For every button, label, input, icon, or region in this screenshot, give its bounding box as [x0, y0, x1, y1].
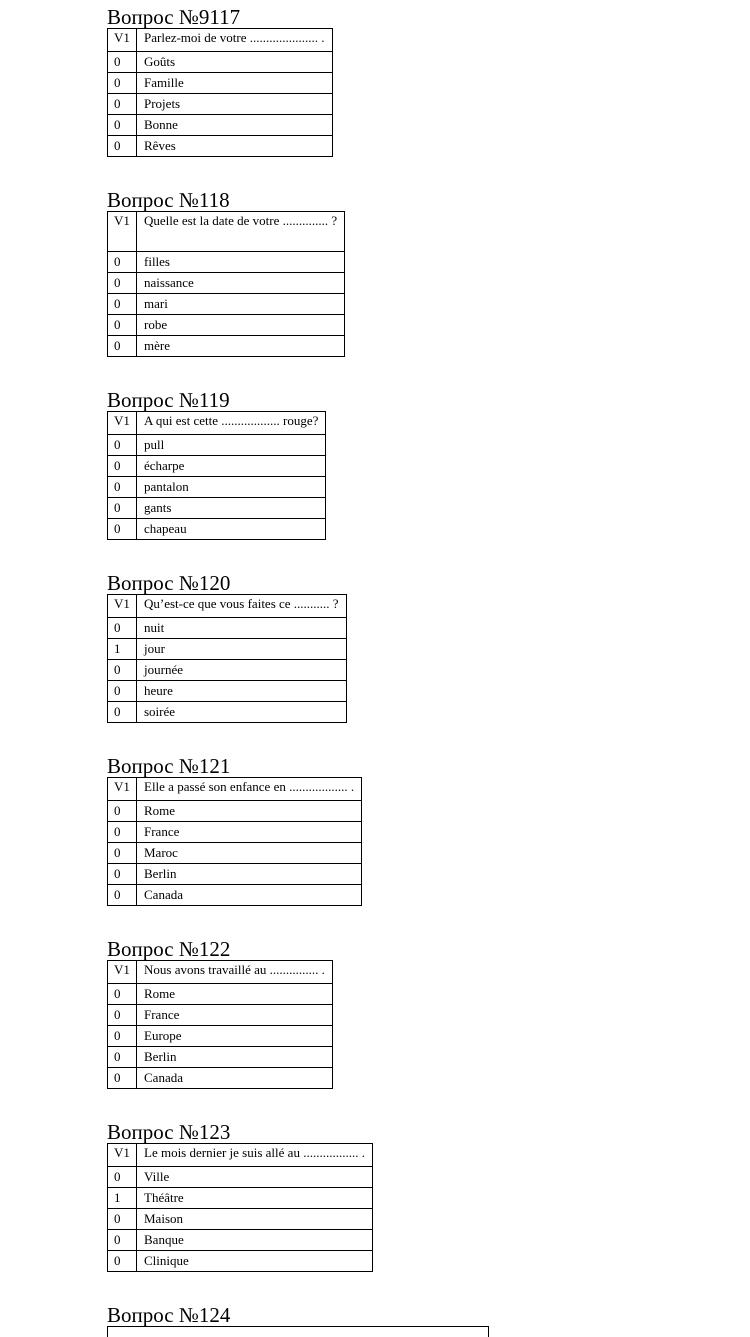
table-header-row: [108, 778, 362, 801]
version-cell: V1: [108, 961, 137, 984]
answer-text: Canada: [137, 1068, 333, 1089]
question-title: Вопрос №9117: [107, 5, 241, 29]
answer-score: 0: [108, 1230, 137, 1251]
table-header-row: [108, 595, 347, 618]
question-table: [107, 1143, 373, 1272]
answer-score: 0: [108, 315, 137, 336]
answer-score: 0: [108, 1209, 137, 1230]
answer-row: [108, 1068, 333, 1089]
answer-text: Clinique: [137, 1251, 373, 1272]
question-prompt: Le mois dernier je suis allé au ................. .: [137, 1144, 373, 1167]
answer-row: [108, 94, 333, 115]
answer-text: Rêves: [137, 136, 333, 157]
answer-text: Banque: [137, 1230, 373, 1251]
answer-row: [108, 73, 333, 94]
answer-row: [108, 519, 326, 540]
question-table: [107, 777, 362, 906]
answer-text: chapeau: [137, 519, 326, 540]
question-title: Вопрос №121: [107, 754, 231, 778]
answer-score: 0: [108, 294, 137, 315]
answer-score: 0: [108, 618, 137, 639]
answer-row: [108, 1230, 373, 1251]
answer-score: 0: [108, 801, 137, 822]
question-block: [107, 938, 333, 1089]
question-prompt: A qui est cette .................. rouge?: [137, 412, 326, 435]
version-cell: V1: [108, 778, 137, 801]
answer-text: mari: [137, 294, 345, 315]
answer-row: [108, 252, 345, 273]
question-title: Вопрос №122: [107, 937, 231, 961]
answer-score: 0: [108, 115, 137, 136]
answer-score: 0: [108, 702, 137, 723]
question-block: [107, 389, 326, 540]
answer-score: 0: [108, 336, 137, 357]
question-table: [107, 211, 345, 357]
answer-row: [108, 639, 347, 660]
answer-text: écharpe: [137, 456, 326, 477]
question-title: Вопрос №124: [107, 1303, 231, 1327]
answer-score: 0: [108, 136, 137, 157]
table-header-row: [108, 1144, 373, 1167]
answer-score: 0: [108, 660, 137, 681]
table-header-row: [108, 29, 333, 52]
answer-text: heure: [137, 681, 347, 702]
answer-text: robe: [137, 315, 345, 336]
answer-row: [108, 681, 347, 702]
answer-score: 0: [108, 885, 137, 906]
answer-row: [108, 1188, 373, 1209]
answer-score: 1: [108, 1188, 137, 1209]
answer-text: Maison: [137, 1209, 373, 1230]
answer-row: [108, 294, 345, 315]
answer-row: [108, 1047, 333, 1068]
answer-score: 0: [108, 1251, 137, 1272]
answer-row: [108, 273, 345, 294]
question-title: Вопрос №118: [107, 188, 230, 212]
answer-score: 0: [108, 864, 137, 885]
answer-text: nuit: [137, 618, 347, 639]
answer-score: 0: [108, 843, 137, 864]
question-prompt: Nous avons travaillé au ............... .: [137, 961, 333, 984]
answer-row: [108, 843, 362, 864]
answer-row: [108, 1251, 373, 1272]
answer-text: pull: [137, 435, 326, 456]
cut-off-table-top: [107, 1326, 489, 1337]
version-cell: V1: [108, 29, 137, 52]
table-header-row: [108, 412, 326, 435]
version-cell: V1: [108, 595, 137, 618]
answer-score: 0: [108, 52, 137, 73]
question-prompt: Quelle est la date de votre .............. ?: [137, 212, 345, 252]
answer-score: 0: [108, 519, 137, 540]
answer-row: [108, 1167, 373, 1188]
version-cell: V1: [108, 412, 137, 435]
answer-text: pantalon: [137, 477, 326, 498]
answer-score: 0: [108, 984, 137, 1005]
answer-text: France: [137, 822, 362, 843]
answer-score: 0: [108, 1068, 137, 1089]
question-block: [107, 1121, 373, 1272]
answer-text: gants: [137, 498, 326, 519]
answer-text: jour: [137, 639, 347, 660]
question-prompt: Elle a passé son enfance en .................. .: [137, 778, 362, 801]
answer-row: [108, 1209, 373, 1230]
question-block: [107, 6, 333, 157]
question-block: [107, 755, 362, 906]
answer-score: 0: [108, 456, 137, 477]
question-table: [107, 594, 347, 723]
answer-text: Berlin: [137, 864, 362, 885]
answer-score: 0: [108, 1047, 137, 1068]
answer-text: Ville: [137, 1167, 373, 1188]
answer-score: 0: [108, 477, 137, 498]
answer-text: Projets: [137, 94, 333, 115]
answer-text: filles: [137, 252, 345, 273]
version-cell: V1: [108, 212, 137, 252]
answer-row: [108, 885, 362, 906]
table-header-row: [108, 961, 333, 984]
answer-text: soirée: [137, 702, 347, 723]
answer-score: 0: [108, 252, 137, 273]
question-table: [107, 960, 333, 1089]
version-cell: V1: [108, 1144, 137, 1167]
answer-row: [108, 456, 326, 477]
answer-text: France: [137, 1005, 333, 1026]
answer-text: journée: [137, 660, 347, 681]
answer-text: naissance: [137, 273, 345, 294]
answer-row: [108, 864, 362, 885]
answer-row: [108, 822, 362, 843]
question-table: [107, 28, 333, 157]
answer-score: 0: [108, 1005, 137, 1026]
question-block: [107, 1304, 489, 1337]
answer-score: 0: [108, 435, 137, 456]
answer-text: mère: [137, 336, 345, 357]
answer-text: Berlin: [137, 1047, 333, 1068]
answer-text: Goûts: [137, 52, 333, 73]
answer-score: 0: [108, 822, 137, 843]
answer-text: Famille: [137, 73, 333, 94]
answer-row: [108, 618, 347, 639]
answer-score: 0: [108, 1026, 137, 1047]
answer-score: 0: [108, 681, 137, 702]
answer-text: Rome: [137, 801, 362, 822]
answer-score: 0: [108, 1167, 137, 1188]
answer-text: Bonne: [137, 115, 333, 136]
answer-row: [108, 52, 333, 73]
answer-text: Europe: [137, 1026, 333, 1047]
answer-row: [108, 115, 333, 136]
answer-score: 0: [108, 498, 137, 519]
answer-score: 0: [108, 273, 137, 294]
answer-text: Canada: [137, 885, 362, 906]
answer-text: Théâtre: [137, 1188, 373, 1209]
answer-row: [108, 1005, 333, 1026]
answer-row: [108, 336, 345, 357]
question-block: [107, 189, 345, 357]
answer-row: [108, 984, 333, 1005]
answer-row: [108, 498, 326, 519]
answer-row: [108, 435, 326, 456]
answer-row: [108, 801, 362, 822]
question-prompt: Parlez-moi de votre ..................... .: [137, 29, 333, 52]
answer-score: 0: [108, 94, 137, 115]
answer-text: Rome: [137, 984, 333, 1005]
question-title: Вопрос №120: [107, 571, 231, 595]
answer-text: Maroc: [137, 843, 362, 864]
question-title: Вопрос №123: [107, 1120, 231, 1144]
answer-row: [108, 660, 347, 681]
answer-row: [108, 315, 345, 336]
question-block: [107, 572, 347, 723]
answer-score: 0: [108, 73, 137, 94]
question-title: Вопрос №119: [107, 388, 230, 412]
question-table: [107, 411, 326, 540]
answer-row: [108, 1026, 333, 1047]
question-prompt: Qu’est-ce que vous faites ce ........... ?: [137, 595, 347, 618]
table-header-row: [108, 212, 345, 252]
answer-row: [108, 702, 347, 723]
answer-row: [108, 136, 333, 157]
answer-row: [108, 477, 326, 498]
answer-score: 1: [108, 639, 137, 660]
